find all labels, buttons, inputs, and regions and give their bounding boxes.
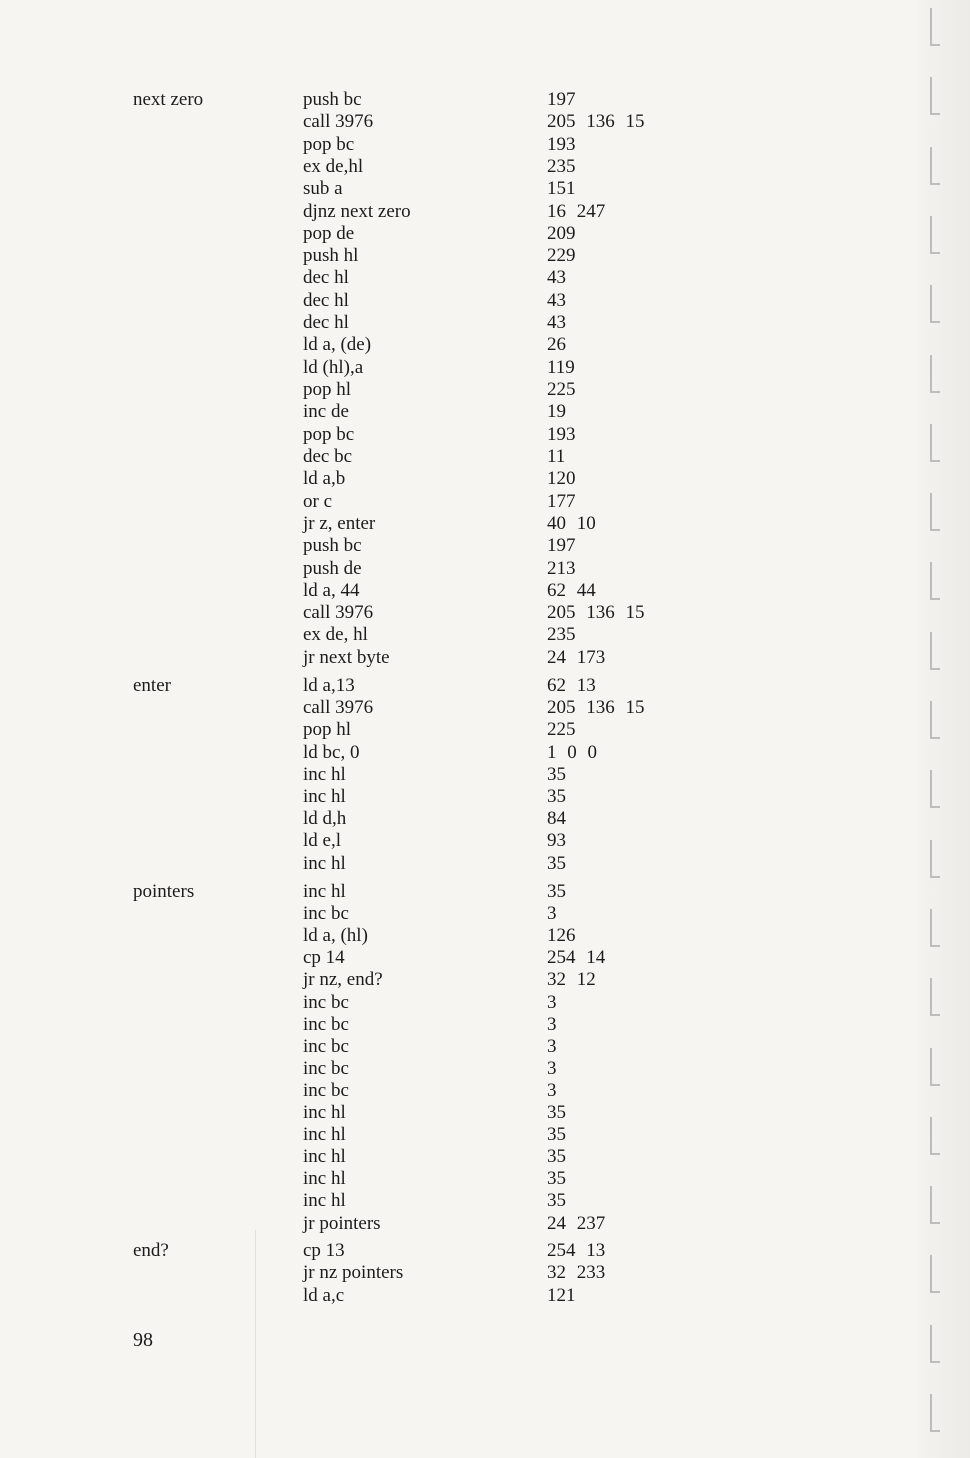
instruction-mnemonic: ld d,h — [303, 808, 347, 829]
binding-hole — [930, 978, 940, 1016]
routine-label: end? — [133, 1240, 169, 1261]
page-number: 98 — [133, 1329, 153, 1351]
binding-hole — [930, 1048, 940, 1086]
routine-label: pointers — [133, 881, 195, 902]
machine-code-bytes: 235 — [547, 624, 576, 645]
machine-code-bytes: 126 — [547, 925, 576, 946]
routine-label: enter — [133, 675, 171, 696]
machine-code-bytes: 32 233 — [547, 1262, 606, 1283]
instruction-mnemonic: cp 13 — [303, 1240, 345, 1261]
instruction-mnemonic: push hl — [303, 245, 359, 266]
machine-code-bytes: 35 — [547, 881, 566, 902]
binding-hole — [930, 147, 940, 185]
machine-code-bytes: 193 — [547, 424, 576, 445]
machine-code-bytes: 254 14 — [547, 947, 606, 968]
instruction-mnemonic: call 3976 — [303, 111, 374, 132]
instruction-mnemonic: jr pointers — [303, 1213, 381, 1234]
instruction-mnemonic: inc hl — [303, 853, 346, 874]
machine-code-bytes: 24 173 — [547, 647, 606, 668]
binding-hole — [930, 493, 940, 531]
machine-code-bytes: 35 — [547, 1124, 566, 1145]
machine-code-bytes: 40 10 — [547, 513, 596, 534]
instruction-mnemonic: call 3976 — [303, 602, 374, 623]
machine-code-bytes: 35 — [547, 1168, 566, 1189]
instruction-mnemonic: ld e,l — [303, 830, 341, 851]
instruction-mnemonic: call 3976 — [303, 697, 374, 718]
instruction-mnemonic: jr nz pointers — [303, 1262, 404, 1283]
machine-code-bytes: 3 — [547, 1058, 557, 1079]
machine-code-bytes: 205 136 15 — [547, 602, 645, 623]
binding-hole — [930, 1325, 940, 1363]
machine-code-bytes: 3 — [547, 992, 557, 1013]
machine-code-bytes: 254 13 — [547, 1240, 606, 1261]
instruction-mnemonic: pop hl — [303, 379, 352, 400]
machine-code-bytes: 213 — [547, 558, 576, 579]
binding-hole — [930, 1394, 940, 1432]
machine-code-bytes: 197 — [547, 89, 576, 110]
machine-code-bytes: 3 — [547, 903, 557, 924]
instruction-mnemonic: inc hl — [303, 764, 346, 785]
machine-code-bytes: 43 — [547, 312, 566, 333]
machine-code-bytes: 1 0 0 — [547, 742, 597, 763]
machine-code-bytes: 235 — [547, 156, 576, 177]
instruction-mnemonic: sub a — [303, 178, 343, 199]
instruction-mnemonic: or c — [303, 491, 333, 512]
binding-hole — [930, 285, 940, 323]
binding-hole — [930, 840, 940, 878]
binding-hole — [930, 216, 940, 254]
instruction-mnemonic: inc hl — [303, 786, 346, 807]
machine-code-bytes: 205 136 15 — [547, 697, 645, 718]
instruction-mnemonic: jr z, enter — [303, 513, 376, 534]
instruction-mnemonic: ld a, (hl) — [303, 925, 368, 946]
binding-hole — [930, 1117, 940, 1155]
instruction-mnemonic: inc bc — [303, 1014, 349, 1035]
instruction-mnemonic: push de — [303, 558, 362, 579]
instruction-mnemonic: inc hl — [303, 1102, 346, 1123]
instruction-mnemonic: cp 14 — [303, 947, 345, 968]
instruction-mnemonic: ld a, (de) — [303, 334, 372, 355]
instruction-mnemonic: ex de, hl — [303, 624, 368, 645]
machine-code-bytes: 26 — [547, 334, 566, 355]
instruction-mnemonic: jr next byte — [303, 647, 390, 668]
binding-hole — [930, 701, 940, 739]
instruction-mnemonic: inc bc — [303, 1080, 349, 1101]
machine-code-bytes: 16 247 — [547, 201, 606, 222]
instruction-mnemonic: pop bc — [303, 134, 355, 155]
machine-code-bytes: 43 — [547, 267, 566, 288]
instruction-mnemonic: jr nz, end? — [303, 969, 383, 990]
binding-hole — [930, 1255, 940, 1293]
instruction-mnemonic: inc bc — [303, 1058, 349, 1079]
instruction-mnemonic: ld a, 44 — [303, 580, 360, 601]
binding-hole — [930, 632, 940, 670]
machine-code-bytes: 119 — [547, 357, 575, 378]
machine-code-bytes: 3 — [547, 1080, 557, 1101]
instruction-mnemonic: ld a,c — [303, 1285, 345, 1306]
machine-code-bytes: 35 — [547, 786, 566, 807]
machine-code-bytes: 62 13 — [547, 675, 596, 696]
binding-hole — [930, 909, 940, 947]
machine-code-bytes: 3 — [547, 1036, 557, 1057]
machine-code-bytes: 209 — [547, 223, 576, 244]
page-fold-line — [255, 1230, 256, 1458]
instruction-mnemonic: dec hl — [303, 267, 349, 288]
instruction-mnemonic: inc hl — [303, 1190, 346, 1211]
machine-code-bytes: 35 — [547, 853, 566, 874]
machine-code-bytes: 229 — [547, 245, 576, 266]
machine-code-bytes: 84 — [547, 808, 566, 829]
instruction-mnemonic: inc bc — [303, 992, 349, 1013]
machine-code-bytes: 43 — [547, 290, 566, 311]
machine-code-bytes: 193 — [547, 134, 576, 155]
machine-code-bytes: 121 — [547, 1285, 576, 1306]
instruction-mnemonic: push bc — [303, 535, 362, 556]
instruction-mnemonic: ld a,13 — [303, 675, 355, 696]
machine-code-bytes: 62 44 — [547, 580, 596, 601]
machine-code-bytes: 225 — [547, 379, 576, 400]
binding-hole — [930, 424, 940, 462]
binding-hole — [930, 77, 940, 115]
routine-label: next zero — [133, 89, 204, 110]
instruction-mnemonic: ex de,hl — [303, 156, 364, 177]
instruction-mnemonic: dec bc — [303, 446, 353, 467]
binding-hole — [930, 355, 940, 393]
machine-code-bytes: 35 — [547, 764, 566, 785]
machine-code-bytes: 120 — [547, 468, 576, 489]
instruction-mnemonic: pop de — [303, 223, 355, 244]
instruction-mnemonic: ld bc, 0 — [303, 742, 360, 763]
machine-code-bytes: 19 — [547, 401, 566, 422]
instruction-mnemonic: pop bc — [303, 424, 355, 445]
machine-code-bytes: 3 — [547, 1014, 557, 1035]
instruction-mnemonic: dec hl — [303, 312, 349, 333]
instruction-mnemonic: push bc — [303, 89, 362, 110]
machine-code-bytes: 24 237 — [547, 1213, 606, 1234]
binding-hole — [930, 8, 940, 46]
machine-code-bytes: 32 12 — [547, 969, 596, 990]
machine-code-bytes: 151 — [547, 178, 576, 199]
instruction-mnemonic: pop hl — [303, 719, 352, 740]
instruction-mnemonic: inc bc — [303, 1036, 349, 1057]
machine-code-bytes: 93 — [547, 830, 566, 851]
instruction-mnemonic: dec hl — [303, 290, 349, 311]
machine-code-bytes: 35 — [547, 1146, 566, 1167]
binding-hole — [930, 1186, 940, 1224]
instruction-mnemonic: inc hl — [303, 1146, 346, 1167]
instruction-mnemonic: inc bc — [303, 903, 349, 924]
machine-code-bytes: 225 — [547, 719, 576, 740]
machine-code-bytes: 205 136 15 — [547, 111, 645, 132]
machine-code-bytes: 35 — [547, 1102, 566, 1123]
instruction-mnemonic: ld (hl),a — [303, 357, 364, 378]
binding-spine — [918, 0, 970, 1458]
instruction-mnemonic: inc de — [303, 401, 349, 422]
machine-code-bytes: 177 — [547, 491, 576, 512]
machine-code-bytes: 11 — [547, 446, 566, 467]
instruction-mnemonic: ld a,b — [303, 468, 346, 489]
machine-code-bytes: 35 — [547, 1190, 566, 1211]
binding-hole — [930, 562, 940, 600]
instruction-mnemonic: djnz next zero — [303, 201, 411, 222]
instruction-mnemonic: inc hl — [303, 881, 346, 902]
machine-code-bytes: 197 — [547, 535, 576, 556]
instruction-mnemonic: inc hl — [303, 1124, 346, 1145]
instruction-mnemonic: inc hl — [303, 1168, 346, 1189]
binding-hole — [930, 770, 940, 808]
